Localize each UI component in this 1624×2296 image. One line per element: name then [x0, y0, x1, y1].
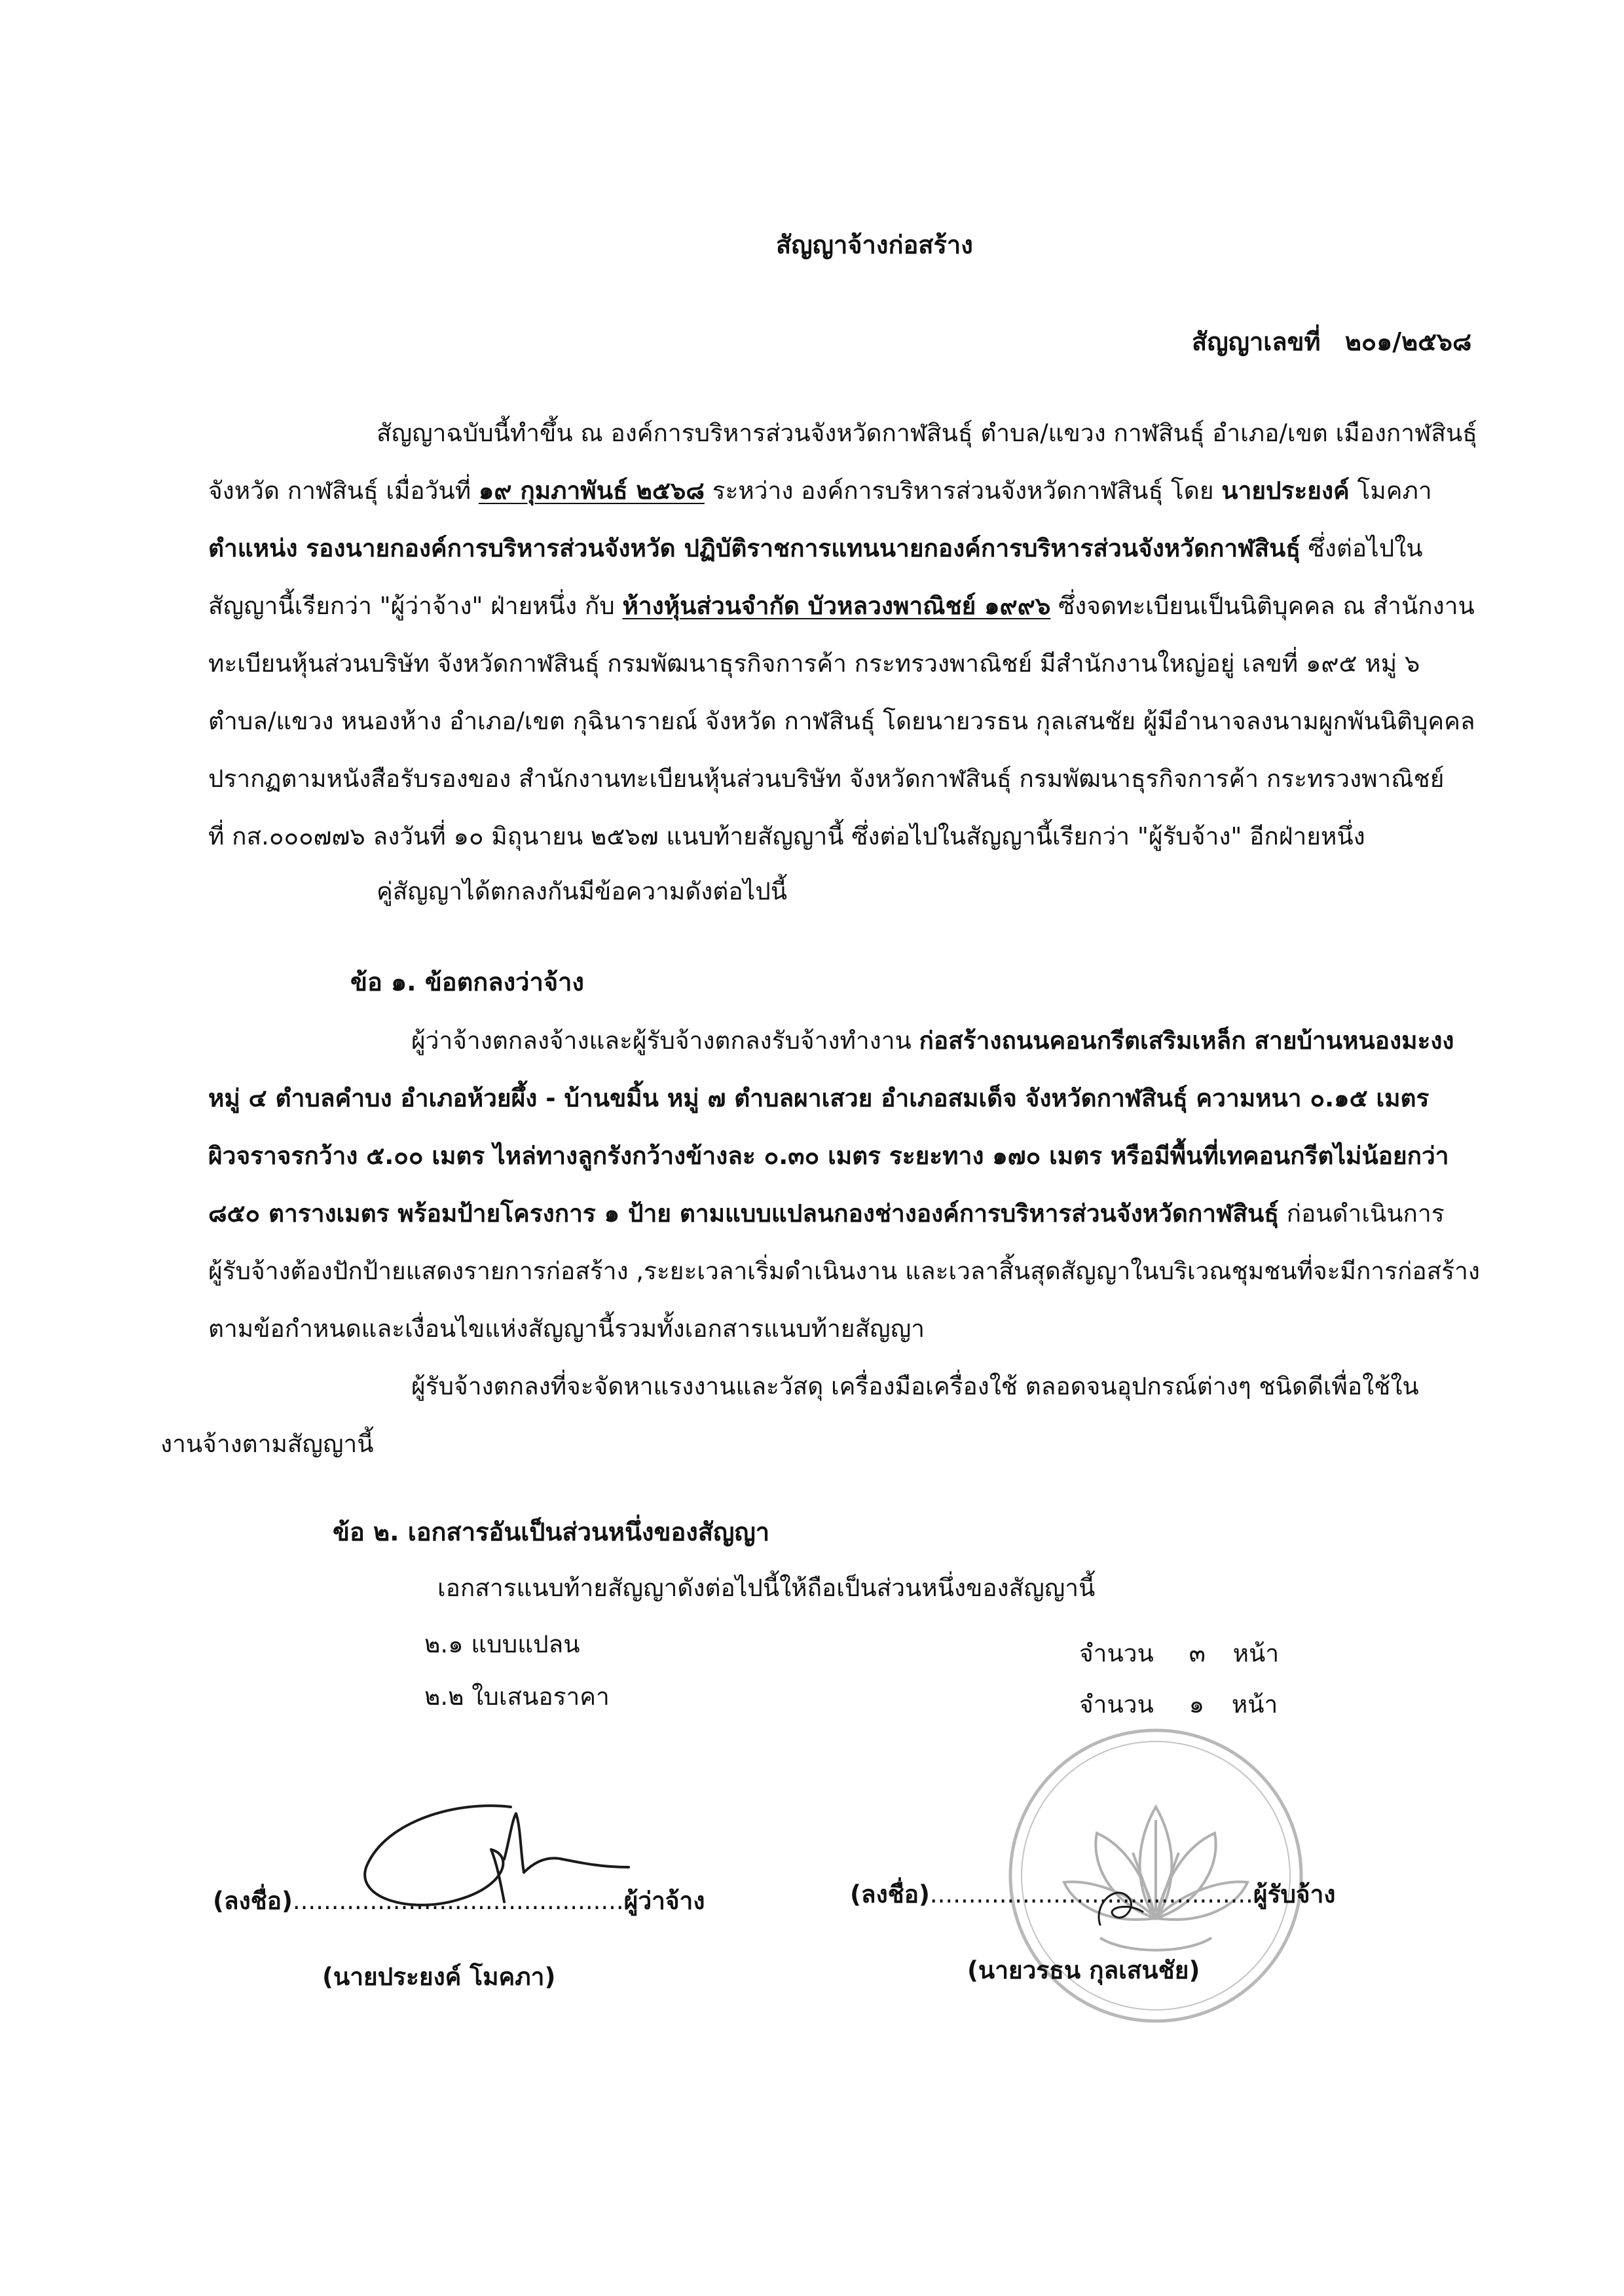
employer-position: ตำแหน่ง รองนายกองค์การบริหารส่วนจังหวัด ปฏิบัติราชการแทนนายกองค์การบริหารส่วนจังหวัดกาฬสินธุ์	[208, 534, 1301, 562]
intro-line-7: ปรากฏตามหนังสือรับรองของ สำนักงานทะเบียนหุ้นส่วนบริษัท จังหวัดกาฬสินธุ์ กรมพัฒนาธุรกิจการค้า กระทรวงพาณิชย์	[208, 765, 1445, 793]
attachment-item-label: ๒.๒ ใบเสนอราคา	[424, 1683, 610, 1711]
intro-line-2: จังหวัด กาฬสินธุ์ เมื่อวันที่ ๑๙ กุมภาพันธ์ ๒๕๖๘ ระหว่าง องค์การบริหารส่วนจังหวัดกาฬสินธุ์ โดย นายประยงค์ โมคภา	[208, 477, 1432, 505]
clause-1-line-6: ตามข้อกำหนดและเงื่อนไขแห่งสัญญานี้รวมทั้งเอกสารแนบท้ายสัญญา	[208, 1315, 925, 1343]
employer-name: นายประยงค์	[1221, 477, 1350, 505]
attachment-item-count: จำนวน ๓ หน้า	[1079, 1639, 1280, 1667]
intro-line-9: คู่สัญญาได้ตกลงกันมีข้อความดังต่อไปนี้	[377, 877, 787, 905]
clause-1-line-3: ผิวจราจรกว้าง ๕.๐๐ เมตร ไหล่ทางลูกรังกว้างข้างละ ๐.๓๐ เมตร ระยะทาง ๑๗๐ เมตร หรือมีพื้นที่เทคอนกรีตไม่น้อยกว่า	[208, 1142, 1449, 1170]
employer-printed-name: (นายประยงค์ โมคภา)	[322, 1963, 556, 1991]
contract-number	[1192, 327, 1471, 357]
clause-1-line-1: ผู้ว่าจ้างตกลงจ้างและผู้รับจ้างตกลงรับจ้างทำงาน ก่อสร้างถนนคอนกรีตเสริมเหล็ก สายบ้านหนองมะงง	[411, 1027, 1454, 1055]
intro-line-5: ทะเบียนหุ้นส่วนบริษัท จังหวัดกาฬสินธุ์ กรมพัฒนาธุรกิจการค้า กระทรวงพาณิชย์ มีสำนักงานใหญ่อยู่ เลขที่ ๑๙๕ หมู่ ๖	[208, 649, 1420, 678]
contractor-signature-line: (ลงชื่อ)..........................................ผู้รับจ้าง	[850, 1880, 1336, 1908]
intro-line-3: ตำแหน่ง รองนายกองค์การบริหารส่วนจังหวัด ปฏิบัติราชการแทนนายกองค์การบริหารส่วนจังหวัดกาฬสินธุ์ ซึ่งต่อไปใน	[208, 534, 1423, 562]
document-title: สัญญาจ้างก่อสร้าง	[776, 230, 973, 259]
clause-1-line-4: ๘๕๐ ตารางเมตร พร้อมป้ายโครงการ ๑ ป้าย ตามแบบแปลนกองช่างองค์การบริหารส่วนจังหวัดกาฬสินธุ์ ก่อนดำเนินการ	[208, 1199, 1445, 1228]
clause-2-intro: เอกสารแนบท้ายสัญญาดังต่อไปนี้ให้ถือเป็นส่วนหนึ่งของสัญญานี้	[437, 1574, 1096, 1602]
clause-1-heading: ข้อ ๑. ข้อตกลงว่าจ้าง	[350, 968, 584, 996]
clause-1-line-2: หมู่ ๔ ตำบลคำบง อำเภอห้วยผึ้ง - บ้านขมิ้น หมู่ ๗ ตำบลผาเสวย อำเภอสมเด็จ จังหวัดกาฬสินธุ์ ความหนา ๐.๑๕ เมตร	[208, 1084, 1430, 1112]
attachment-item-label: ๒.๑ แบบแปลน	[424, 1630, 580, 1658]
intro-line-1: สัญญาฉบับนี้ทำขึ้น ณ องค์การบริหารส่วนจังหวัดกาฬสินธุ์ ตำบล/แขวง กาฬสินธุ์ อำเภอ/เขต เมืองกาฬสินธุ์	[377, 419, 1477, 447]
intro-line-8: ที่ กส.๐๐๐๗๗๖ ลงวันที่ ๑๐ มิถุนายน ๒๕๖๗ แนบท้ายสัญญานี้ ซึ่งต่อไปในสัญญานี้เรียกว่า "ผู้รับจ้าง" อีกฝ่ายหนึ่ง	[208, 822, 1365, 850]
employer-signature-line: (ลงชื่อ)...........................................ผู้ว่าจ้าง	[213, 1887, 705, 1915]
clause-2-heading: ข้อ ๒. เอกสารอันเป็นส่วนหนึ่งของสัญญา	[333, 1518, 770, 1546]
contractor-printed-name: (นายวรธน กุลเสนชัย)	[967, 1956, 1200, 1984]
clause-1-line-8: งานจ้างตามสัญญานี้	[160, 1430, 374, 1458]
contract-number-label: สัญญาเลขที่	[1192, 327, 1321, 356]
intro-line-6: ตำบล/แขวง หนองห้าง อำเภอ/เขต กุฉินารายณ์ จังหวัด กาฬสินธุ์ โดยนายวรธน กุลเสนชัย ผู้มีอำนาจลงนามผูกพันนิติบุคคล	[208, 707, 1475, 735]
clause-1-line-5: ผู้รับจ้างต้องปักป้ายแสดงรายการก่อสร้าง ,ระยะเวลาเริ่มดำเนินงาน และเวลาสิ้นสุดสัญญาในบริเวณชุมชนที่จะมีการก่อสร้าง	[208, 1257, 1480, 1285]
contract-date: ๑๙ กุมภาพันธ์ ๒๕๖๘	[478, 477, 705, 505]
contractor-company: ห้างหุ้นส่วนจำกัด บัวหลวงพาณิชย์ ๑๙๙๖	[622, 592, 1051, 620]
intro-line-4: สัญญานี้เรียกว่า "ผู้ว่าจ้าง" ฝ่ายหนึ่ง กับ ห้างหุ้นส่วนจำกัด บัวหลวงพาณิชย์ ๑๙๙๖ ซึ่งจดทะเบียนเป็นนิติบุคคล ณ สำนักงาน	[208, 592, 1475, 620]
attachment-item-count: จำนวน ๑ หน้า	[1079, 1690, 1278, 1719]
clause-1-line-7: ผู้รับจ้างตกลงที่จะจัดหาแรงงานและวัสดุ เครื่องมือเครื่องใช้ ตลอดจนอุปกรณ์ต่างๆ ชนิดดีเพื่อใช้ใน	[411, 1372, 1419, 1400]
contract-number-value: ๒๐๑/๒๕๖๘	[1344, 327, 1472, 356]
